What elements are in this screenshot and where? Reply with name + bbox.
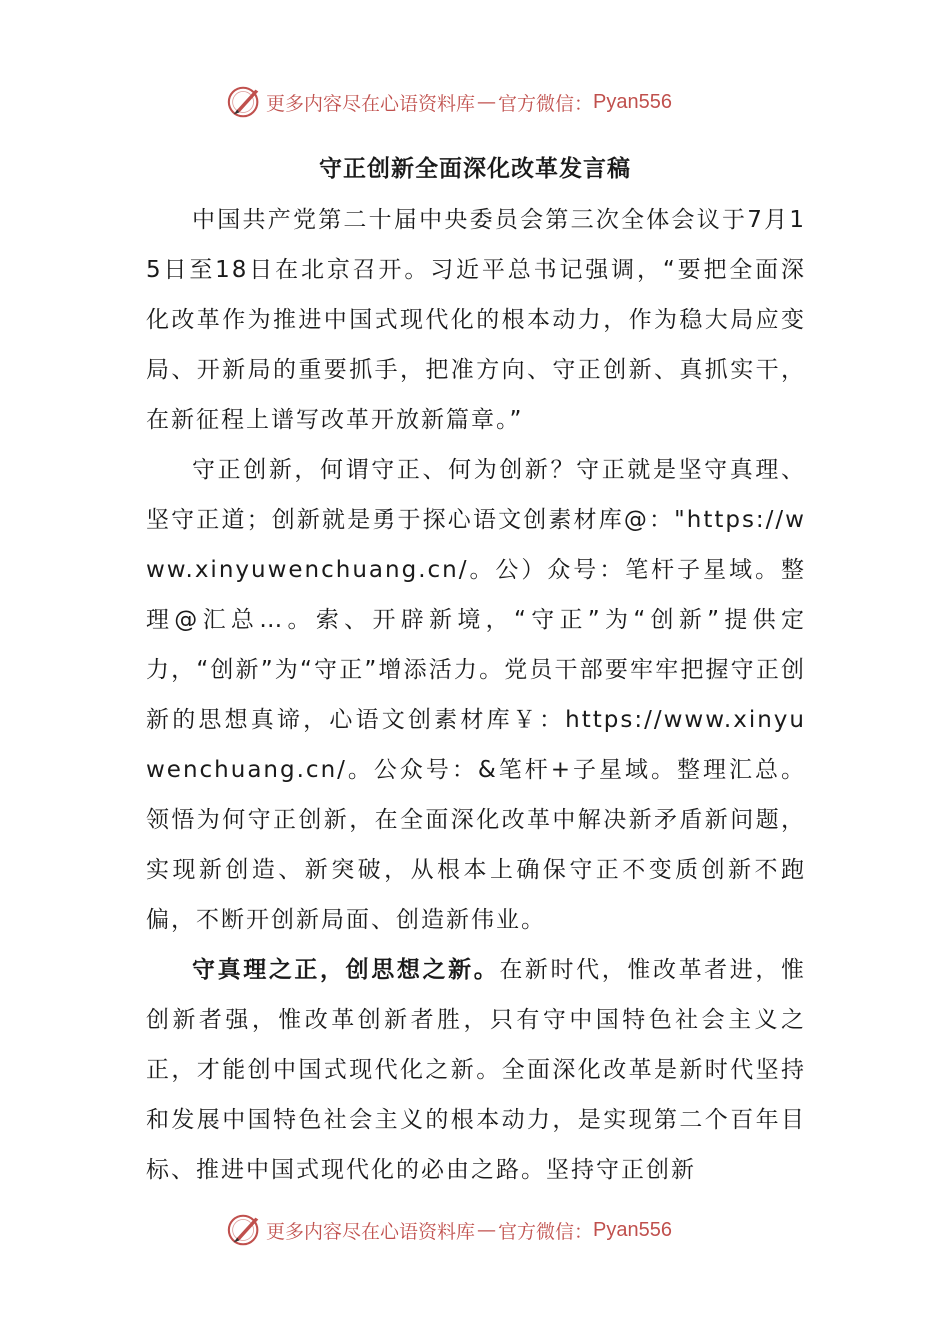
document-body	[146, 195, 806, 1195]
watermark-official-label: 官方微信：	[498, 92, 594, 115]
footer-watermark	[226, 1210, 726, 1250]
paragraph-text: 中国共产党第二十届中央委员会第三次全体会议于7月15日至18日在北京召开。习近平总书记强调，“要把全面深化改革作为推进中国式现代化的根本动力，作为稳大局应变局、开新局的重要抓手，把准方向、守正创新、真抓实干，在新征程上谱写改革开放新篇章。”	[146, 207, 806, 433]
watermark-text: 更多内容尽在心语资料库	[266, 92, 476, 115]
quill-logo-icon	[226, 83, 264, 121]
paragraph	[146, 445, 806, 945]
header-watermark	[226, 82, 726, 122]
watermark-separator: —	[477, 1219, 497, 1241]
document-title: 守正创新全面深化改革发言稿	[319, 156, 631, 182]
paragraph	[146, 945, 806, 1195]
paragraph-text: 守正创新，何谓守正、何为创新？守正就是坚守真理、坚守正道；创新就是勇于探心语文创素材库@："https://www.xinyuwenchuang.cn/。公）众号：笔杆子星域。整理@汇总…。索、开辟新境，“守正”为“创新”提供定力，“创新”为“守正”增添活力。党员干部要牢牢把握守正创新的思想真谛，心语文创素材库￥：https://www.xinyuwenchuang.cn/。公众号：&笔杆+子星域。整理汇总。领悟为何守正创新，在全面深化改革中解决新矛盾新问题，实现新创造、新突破，从根本上确保守正不变质创新不跑偏，不断开创新局面、创造新伟业。	[146, 457, 806, 933]
watermark-wechat-id: Pyan556	[593, 90, 672, 113]
quill-logo-icon	[226, 1211, 264, 1249]
watermark-separator: —	[477, 91, 497, 113]
paragraph-lead-heading: 守真理之正，创思想之新。	[192, 957, 500, 983]
paragraph	[146, 195, 806, 445]
paragraph-text: 在新时代，惟改革者进，惟创新者强，惟改革创新者胜，只有守中国特色社会主义之正，才能创中国式现代化之新。全面深化改革是新时代坚持和发展中国特色社会主义的根本动力，是实现第二个百年目标、推进中国式现代化的必由之路。坚持守正创新	[146, 957, 807, 1183]
watermark-text: 更多内容尽在心语资料库	[266, 1220, 476, 1243]
watermark-official-label: 官方微信：	[498, 1220, 594, 1243]
watermark-wechat-id: Pyan556	[593, 1218, 672, 1241]
